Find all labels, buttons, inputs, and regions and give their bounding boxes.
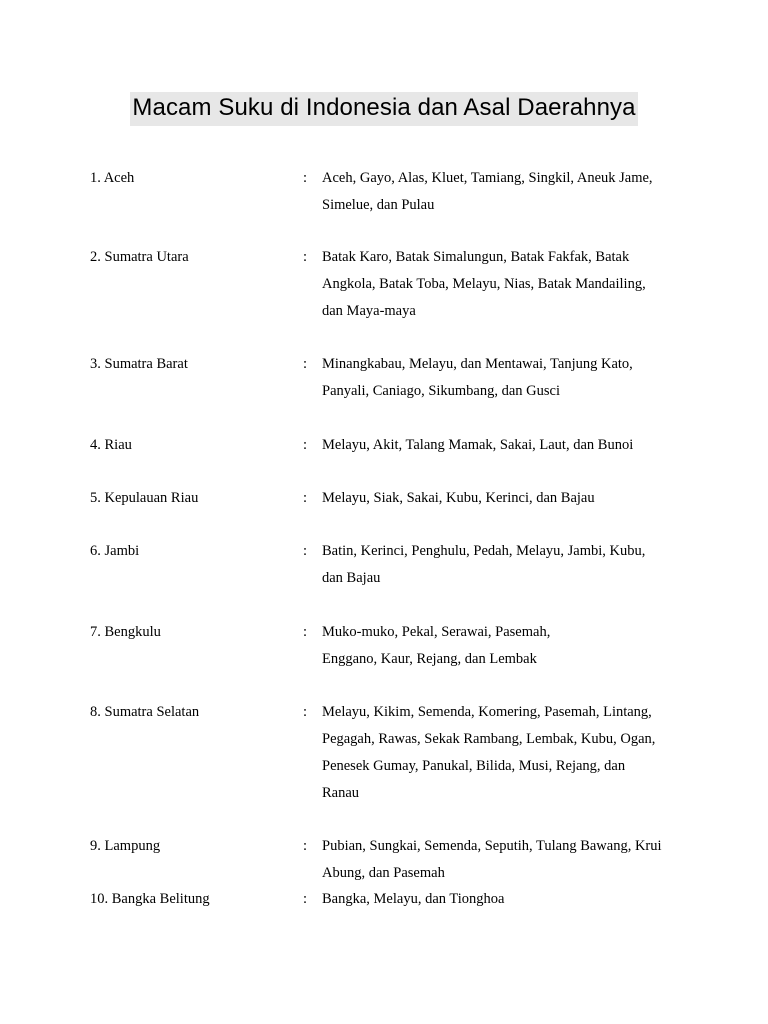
region-label: 10. Bangka Belitung [90,891,210,907]
tribe-names [322,886,504,913]
tribe-names [322,432,633,459]
separator-colon: : [303,356,308,372]
tribe-line: Minangkabau, Melayu, dan Mentawai, Tanjung Kato, [322,356,633,372]
tribe-line: Penesek Gumay, Panukal, Bilida, Musi, Rejang, dan [322,758,626,774]
tribe-line: Enggano, Kaur, Rejang, dan Lembak [322,651,537,667]
separator-colon: : [303,543,308,559]
tribe-line: Batak Karo, Batak Simalungun, Batak Fakfak, Batak [322,249,630,265]
separator-colon: : [303,704,308,720]
separator-colon: : [303,891,308,907]
separator-colon: : [303,170,308,186]
tribe-line: Pegagah, Rawas, Sekak Rambang, Lembak, Kubu, Ogan, [322,731,656,747]
tribe-line: Bangka, Melayu, dan Tionghoa [322,891,505,907]
separator-colon: : [303,624,308,640]
separator-colon: : [303,249,308,265]
separator-colon: : [303,490,308,506]
region-label: 5. Kepulauan Riau [90,490,199,506]
tribe-names [322,485,595,512]
region-label: 7. Bengkulu [90,624,161,640]
tribe-names [322,833,662,887]
tribe-names [322,619,550,673]
tribe-line: Abung, dan Pasemah [322,865,445,881]
tribe-line: Muko-muko, Pekal, Serawai, Pasemah, [322,624,551,640]
tribe-line: Simelue, dan Pulau [322,197,435,213]
tribe-names [322,244,646,325]
tribe-line: Batin, Kerinci, Penghulu, Pedah, Melayu, Jambi, Kubu, [322,543,646,559]
region-label: 4. Riau [90,437,132,453]
title-wrap [0,92,768,126]
region-label: 6. Jambi [90,543,140,559]
tribe-names [322,538,645,592]
tribe-line: Pubian, Sungkai, Semenda, Seputih, Tulang Bawang, Krui [322,838,662,854]
tribe-line: Ranau [322,785,360,801]
region-label: 8. Sumatra Selatan [90,704,200,720]
tribe-line: Melayu, Kikim, Semenda, Komering, Pasemah, Lintang, [322,704,652,720]
tribe-line: Panyali, Caniago, Sikumbang, dan Gusci [322,383,561,399]
tribe-line: dan Maya-maya [322,303,416,319]
page-title: Macam Suku di Indonesia dan Asal Daerahnya [130,92,637,126]
tribe-line: Melayu, Akit, Talang Mamak, Sakai, Laut, dan Bunoi [322,437,634,453]
tribe-line: Melayu, Siak, Sakai, Kubu, Kerinci, dan Bajau [322,490,595,506]
tribe-names [322,699,655,807]
separator-colon: : [303,838,308,854]
tribe-line: Aceh, Gayo, Alas, Kluet, Tamiang, Singkil, Aneuk Jame, [322,170,653,186]
tribe-names [322,351,633,405]
tribe-line: Angkola, Batak Toba, Melayu, Nias, Batak Mandailing, [322,276,646,292]
region-label: 3. Sumatra Barat [90,356,188,372]
separator-colon: : [303,437,308,453]
region-label: 2. Sumatra Utara [90,249,189,265]
region-label: 1. Aceh [90,170,135,186]
tribe-names [322,165,653,219]
region-label: 9. Lampung [90,838,161,854]
tribe-line: dan Bajau [322,570,381,586]
